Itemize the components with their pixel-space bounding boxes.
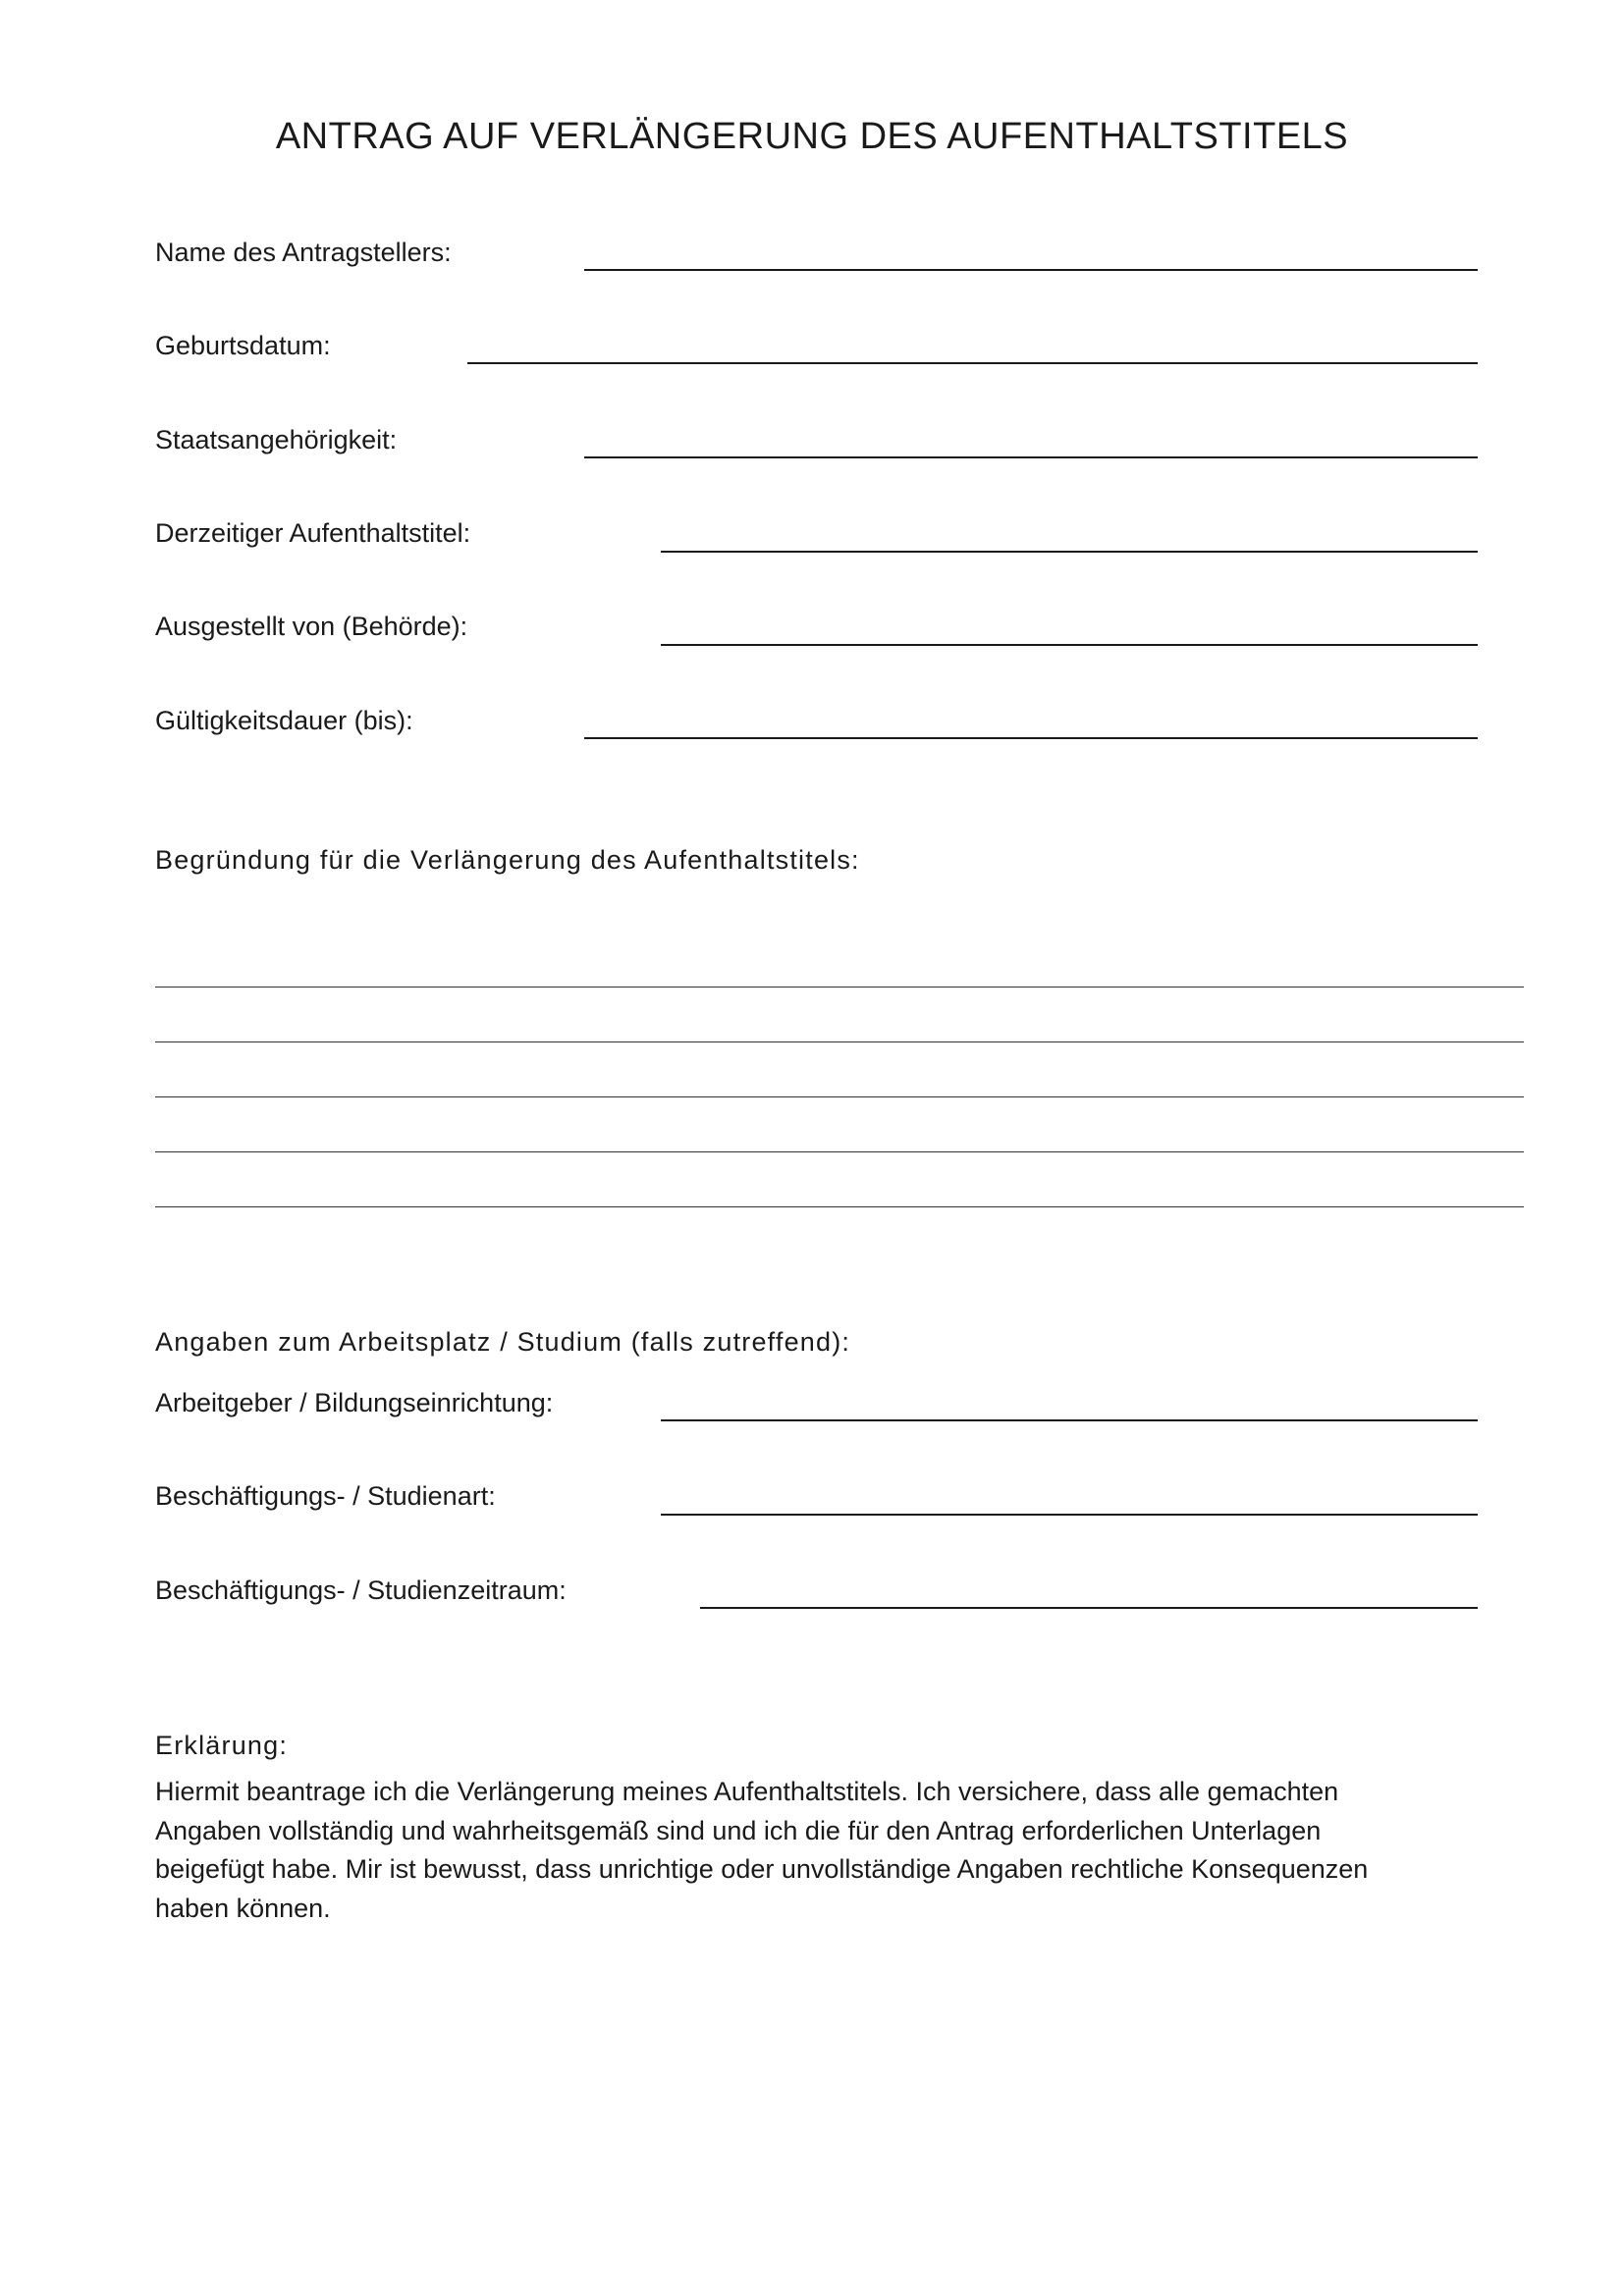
reason-heading: Begründung für die Verlängerung des Aufenthaltstitels:	[155, 845, 860, 875]
declaration-heading: Erklärung:	[155, 1731, 289, 1760]
employer-field[interactable]	[661, 1419, 1478, 1421]
label-employment-period: Beschäftigungs- / Studienzeitraum:	[155, 1575, 567, 1605]
label-employer: Arbeitgeber / Bildungseinrichtung:	[155, 1388, 554, 1417]
birth-date-field[interactable]	[467, 362, 1478, 364]
employment-period-field[interactable]	[700, 1607, 1478, 1609]
applicant-name-field[interactable]	[584, 269, 1478, 271]
employment-heading: Angaben zum Arbeitsplatz / Studium (falls zutreffend):	[155, 1327, 851, 1357]
label-valid-until: Gültigkeitsdauer (bis):	[155, 706, 413, 735]
issued-by-field[interactable]	[661, 644, 1478, 646]
label-current-permit: Derzeitiger Aufenthaltstitel:	[155, 518, 471, 548]
valid-until-field[interactable]	[584, 737, 1478, 739]
label-birth-date: Geburtsdatum:	[155, 331, 331, 360]
form-title: ANTRAG AUF VERLÄNGERUNG DES AUFENTHALTSTITELS	[275, 116, 1349, 157]
label-employment-type: Beschäftigungs- / Studienart:	[155, 1481, 496, 1511]
nationality-field[interactable]	[584, 456, 1478, 458]
reason-line-5[interactable]	[155, 1206, 1524, 1207]
label-applicant-name: Name des Antragstellers:	[155, 238, 452, 267]
employment-type-field[interactable]	[661, 1514, 1478, 1516]
declaration-text: Hiermit beantrage ich die Verlängerung meines Aufenthaltstitels. Ich versichere, dass alle gemachten Angaben vollständig und wahrheitsgemäß sind und ich die für den Antrag erforderlichen Unterlagen beigefügt habe. Mir ist bewusst, dass unrichtige oder unvollständige Angaben rechtliche Konsequenzen haben können.	[155, 1777, 1369, 1923]
current-permit-field[interactable]	[661, 551, 1478, 553]
reason-line-4[interactable]	[155, 1151, 1524, 1152]
reason-line-2[interactable]	[155, 1041, 1524, 1042]
reason-line-1[interactable]	[155, 987, 1524, 988]
label-nationality: Staatsangehörigkeit:	[155, 425, 398, 454]
reason-line-3[interactable]	[155, 1096, 1524, 1097]
label-issued-by: Ausgestellt von (Behörde):	[155, 612, 468, 641]
